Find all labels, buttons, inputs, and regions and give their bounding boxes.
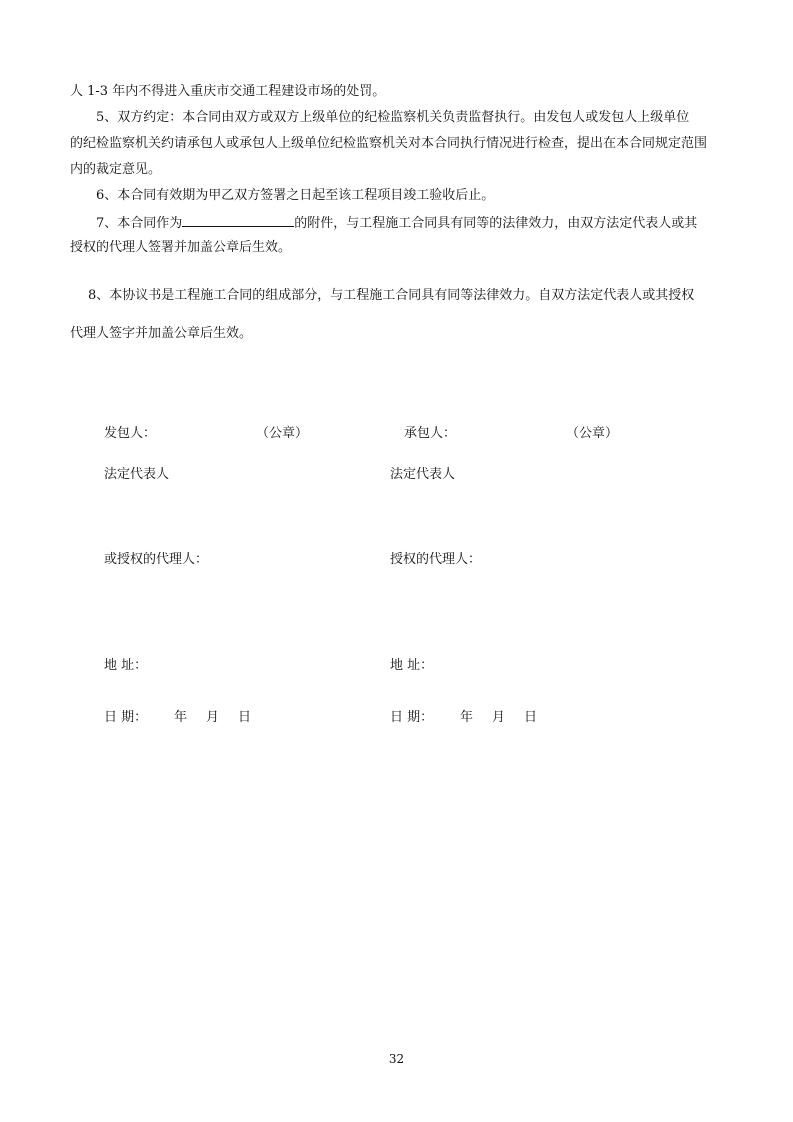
- contractor-agent: 授权的代理人：: [390, 552, 482, 567]
- contractor-address: 地 址：: [390, 658, 434, 673]
- clause-6: 6、本合同有效期为甲乙双方签署之日起至该工程项目竣工验收后止。: [96, 188, 495, 203]
- contractor-date-day: 日: [524, 710, 538, 725]
- employer-date-year: 年: [174, 710, 188, 725]
- contractor-legal-rep: 法定代表人: [390, 467, 456, 482]
- clause-7-line-1: [70, 212, 766, 234]
- employer-seal: （公章）: [256, 426, 309, 441]
- clause-7-line-2: 授权的代理人签署并加盖公章后生效。: [70, 240, 292, 255]
- clause-7-prefix: 7、本合同作为: [96, 216, 183, 231]
- clause-8-line-2: 代理人签字并加盖公章后生效。: [70, 326, 253, 341]
- page-number: 32: [388, 1052, 405, 1066]
- employer-date-label: 日 期：: [104, 710, 148, 725]
- employer-agent: 或授权的代理人：: [104, 552, 209, 567]
- employer-date-day: 日: [238, 710, 252, 725]
- contractor-date-label: 日 期：: [390, 710, 434, 725]
- employer-label: 发包人：: [104, 426, 157, 441]
- contractor-seal: （公章）: [566, 426, 619, 441]
- clause-7-suffix: 的附件，与工程施工合同具有同等的法律效力，由双方法定代表人或其: [294, 216, 698, 231]
- text-line-1: 人 1-3 年内不得进入重庆市交通工程建设市场的处罚。: [70, 84, 386, 99]
- clause-5-line-1: 5、双方约定：本合同由双方或双方上级单位的纪检监察机关负责监督执行。由发包人或发包人上级单位: [96, 110, 690, 125]
- contractor-date-month: 月: [492, 710, 506, 725]
- clause-8-line-1: 8、本协议书是工程施工合同的组成部分，与工程施工合同具有同等法律效力。自双方法定代表人或其授权: [88, 288, 695, 303]
- contractor-date-year: 年: [460, 710, 474, 725]
- clause-5-line-3: 内的裁定意见。: [70, 162, 162, 177]
- employer-address: 地 址：: [104, 658, 148, 673]
- clause-7-blank-line: [182, 212, 294, 227]
- employer-date-month: 月: [206, 710, 220, 725]
- employer-legal-rep: 法定代表人: [104, 467, 170, 482]
- employer-date: [104, 708, 251, 728]
- clause-5-line-2: 的纪检监察机关约请承包人或承包人上级单位纪检监察机关对本合同执行情况进行检查，提出在本合同规定范围: [70, 136, 708, 151]
- contractor-label: 承包人：: [404, 426, 457, 441]
- contractor-date: [390, 708, 537, 728]
